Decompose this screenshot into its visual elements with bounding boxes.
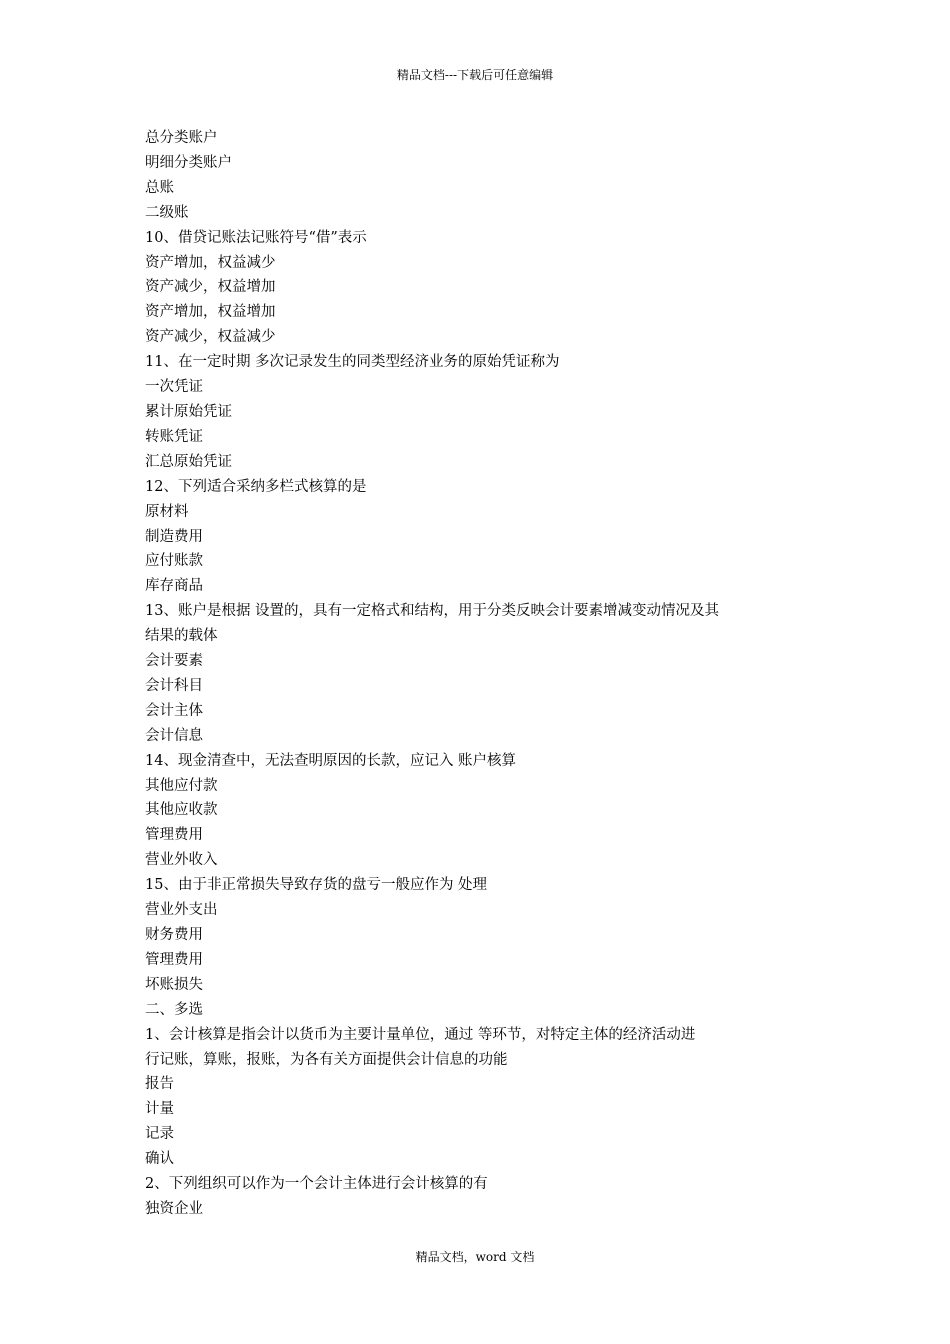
option-line: 报告: [145, 1076, 174, 1093]
option-line: 会计科目: [145, 677, 203, 694]
text-line: 总账: [145, 179, 174, 196]
option-line: 其他应收款: [145, 802, 218, 819]
option-line: 管理费用: [145, 951, 203, 968]
option-line: 应付账款: [145, 553, 203, 570]
option-line: 资产减少，权益增加: [145, 279, 276, 296]
multi-question-2: 2、下列组织可以作为一个会计主体进行会计核算的有: [145, 1176, 488, 1193]
option-line: 资产减少，权益减少: [145, 329, 276, 346]
option-line: 营业外收入: [145, 852, 218, 869]
question-13: 13、账户是根据 设置的，具有一定格式和结构，用于分类反映会计要素增减变动情况及其: [145, 603, 720, 620]
text-line: 二级账: [145, 204, 189, 221]
text-line: 明细分类账户: [145, 154, 232, 171]
section-heading-multiple-choice: 二、多选: [145, 1001, 203, 1018]
option-line: 营业外支出: [145, 902, 218, 919]
option-line: 资产增加，权益减少: [145, 254, 276, 271]
option-line: 会计要素: [145, 653, 203, 670]
option-line: 原材料: [145, 503, 189, 520]
option-line: 一次凭证: [145, 379, 203, 396]
option-line: 独资企业: [145, 1200, 203, 1217]
question-10: 10、借贷记账法记账符号“借”表示: [145, 229, 367, 246]
question-15: 15、由于非正常损失导致存货的盘亏一般应作为 处理: [145, 877, 488, 894]
question-11: 11、在一定时期 多次记录发生的同类型经济业务的原始凭证称为: [145, 354, 560, 371]
document-body: [145, 126, 805, 1222]
question-12: 12、下列适合采纳多栏式核算的是: [145, 478, 367, 495]
question-14: 14、现金清查中，无法查明原因的长款，应记入 账户核算: [145, 752, 517, 769]
option-line: 确认: [145, 1151, 174, 1168]
option-line: 会计信息: [145, 727, 203, 744]
option-line: 汇总原始凭证: [145, 453, 232, 470]
page-footer: 精品文档，word 文档: [415, 1250, 535, 1264]
option-line: 转账凭证: [145, 428, 203, 445]
option-line: 累计原始凭证: [145, 403, 232, 420]
option-line: 其他应付款: [145, 777, 218, 794]
option-line: 资产增加，权益增加: [145, 304, 276, 321]
question-13-continued: 结果的载体: [145, 628, 218, 645]
option-line: 计量: [145, 1101, 174, 1118]
option-line: 管理费用: [145, 827, 203, 844]
option-line: 记录: [145, 1126, 174, 1143]
option-line: 库存商品: [145, 578, 203, 595]
multi-question-1: 1、会计核算是指会计以货币为主要计量单位，通过 等环节，对特定主体的经济活动进: [145, 1026, 696, 1043]
option-line: 坏账损失: [145, 976, 203, 993]
option-line: 会计主体: [145, 702, 203, 719]
option-line: 制造费用: [145, 528, 203, 545]
page-header: 精品文档---下载后可任意编辑: [396, 68, 554, 82]
text-line: 总分类账户: [145, 130, 218, 146]
multi-question-1-continued: 行记账，算账，报账，为各有关方面提供会计信息的功能: [145, 1051, 508, 1068]
option-line: 财务费用: [145, 927, 203, 943]
